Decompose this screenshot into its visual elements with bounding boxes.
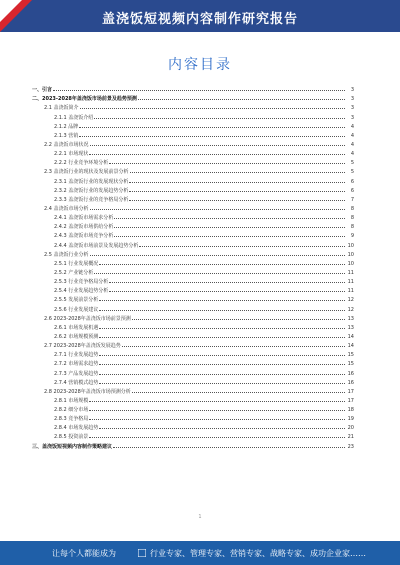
toc-entry[interactable] [32, 175, 354, 184]
toc-entry-label: 2.4.2 盖浇饭市场供给分析 [54, 224, 114, 231]
toc-entry[interactable] [32, 303, 354, 312]
toc-entry-label: 2.2.1 市场现状 [54, 151, 89, 158]
toc-entry[interactable] [32, 377, 354, 386]
toc-leader-dots [130, 172, 345, 173]
page-number: 1 [198, 514, 202, 520]
toc-entry-page: 5 [350, 160, 354, 167]
toc-entry[interactable] [32, 249, 354, 258]
toc-leader-dots [90, 145, 345, 146]
toc-entry-label: 2.4.4 盖浇饭市场前景及发展趋势分析 [54, 242, 139, 249]
toc-entry[interactable] [32, 267, 354, 276]
toc-entry[interactable] [32, 230, 354, 239]
toc-entry[interactable] [32, 157, 354, 166]
toc-entry-page: 10 [347, 251, 354, 258]
toc-entry-page: 17 [347, 397, 354, 404]
toc-entry-label: 2.5.1 行业发展概况 [54, 260, 99, 267]
toc-leader-dots [114, 218, 345, 219]
toc-entry-page: 4 [350, 123, 354, 130]
toc-entry-label: 2.8.3 竞争格局 [54, 416, 89, 423]
toc-leader-dots [129, 182, 345, 183]
report-title: 盖浇饭短视频内容制作研究报告 [101, 12, 298, 27]
toc-entry-page: 14 [347, 343, 354, 350]
toc-entry-label: 2.4.1 盖浇饭市场需求分析 [54, 215, 114, 222]
toc-entry-label: 2.7.1 行业发展趋势 [54, 352, 99, 359]
toc-leader-dots [53, 90, 345, 91]
footer-roles: 行业专家、管理专家、营销专家、战略专家、成功企业家…… [150, 549, 366, 558]
toc-entry-page: 16 [347, 370, 354, 377]
toc-entry-label: 2.3 盖浇饭行业的现状及发展前景分析 [44, 169, 129, 176]
toc-leader-dots [80, 108, 345, 109]
toc-entry-label: 2.1 盖浇饭简介 [44, 105, 79, 112]
toc-entry[interactable] [32, 276, 354, 285]
toc-leader-dots [94, 118, 345, 119]
toc-entry-label: 2.4.3 盖浇饭市场竞争分析 [54, 233, 114, 240]
toc-entry-label: 2.5.6 行业发展建议 [54, 306, 99, 313]
toc-entry[interactable] [32, 431, 354, 440]
toc-leader-dots [122, 346, 345, 347]
toc-entry-label: 2.4 盖浇饭市场分析 [44, 205, 89, 212]
toc-entry-label: 2.5.5 发展前景分析 [54, 297, 99, 304]
toc-leader-dots [99, 374, 345, 375]
toc-entry[interactable] [32, 148, 354, 157]
toc-leader-dots [89, 401, 345, 402]
toc-entry-page: 18 [347, 407, 354, 414]
toc-entry-page: 7 [350, 196, 354, 203]
toc-entry-label: 一、引言 [32, 87, 53, 94]
toc-entry-label: 2.2 盖浇饭市场状况 [44, 141, 89, 148]
toc-entry-page: 3 [350, 96, 354, 103]
toc-entry[interactable] [32, 395, 354, 404]
toc-leader-dots [99, 383, 345, 384]
toc-leader-dots [99, 355, 345, 356]
toc-leader-dots [90, 209, 345, 210]
toc-entry-page: 19 [347, 416, 354, 423]
toc-entry-page: 11 [347, 279, 354, 286]
toc-entry-page: 6 [350, 187, 354, 194]
toc-leader-dots [139, 246, 345, 247]
toc-entry-page: 12 [347, 297, 354, 304]
toc-leader-dots [90, 255, 345, 256]
toc-entry[interactable] [32, 440, 354, 449]
toc-leader-dots [114, 236, 345, 237]
toc-title: 内容目录 [168, 57, 232, 73]
toc-entry-page: 10 [347, 242, 354, 249]
toc-entry-page: 10 [347, 260, 354, 267]
toc-entry-page: 12 [347, 306, 354, 313]
toc-leader-dots [99, 337, 345, 338]
toc-leader-dots [99, 328, 345, 329]
toc-entry-label: 2.3.3 盖浇饭行业的竞争格局分析 [54, 196, 129, 203]
toc-entry-page: 16 [347, 379, 354, 386]
toc-entry-label: 三、盖浇饭短视频内容制作策略建议 [32, 443, 113, 450]
toc-entry[interactable] [32, 194, 354, 203]
toc-leader-dots [89, 410, 345, 411]
toc-entry-page: 3 [350, 105, 354, 112]
toc-leader-dots [79, 127, 345, 128]
toc-entry-label: 2.7 2023-2028年盖浇饭发展趋势 [44, 343, 121, 350]
toc-entry[interactable] [32, 413, 354, 422]
toc-entry-page: 11 [347, 288, 354, 295]
toc-entry-page: 5 [350, 169, 354, 176]
toc-entry-label: 2.8.4 市场发展趋势 [54, 425, 99, 432]
toc-leader-dots [113, 447, 345, 448]
toc-leader-dots [89, 437, 345, 438]
toc-entry-label: 2.5.2 产业链分析 [54, 269, 94, 276]
toc-leader-dots [109, 291, 345, 292]
toc-leader-dots [132, 392, 345, 393]
toc-entry[interactable] [32, 212, 354, 221]
toc-entry-page: 13 [347, 324, 354, 331]
toc-entry[interactable] [32, 386, 354, 395]
toc-entry[interactable] [32, 285, 354, 294]
toc-entry[interactable] [32, 404, 354, 413]
toc-leader-dots [109, 163, 345, 164]
toc-entry-page: 8 [350, 205, 354, 212]
toc-entry-page: 9 [350, 233, 354, 240]
toc-entry[interactable] [32, 185, 354, 194]
toc-entry[interactable] [32, 358, 354, 367]
toc-entry-label: 2.7.3 产品发展趋势 [54, 370, 99, 377]
toc-entry[interactable] [32, 258, 354, 267]
toc-entry-label: 2.8.2 细分市场 [54, 407, 89, 414]
toc-entry-page: 14 [347, 333, 354, 340]
toc-entry-page: 20 [347, 425, 354, 432]
footer-slogan: 让每个人都能成为 [52, 549, 116, 558]
toc-entry-label: 2.1.1 盖浇饭介绍 [54, 114, 94, 121]
table-of-contents [32, 84, 354, 450]
toc-entry[interactable] [32, 367, 354, 376]
toc-leader-dots [89, 419, 345, 420]
toc-entry-label: 2.5 盖浇饭行业分析 [44, 251, 89, 258]
toc-entry[interactable] [32, 84, 354, 93]
toc-entry-label: 2.6.2 市场规模预测 [54, 333, 99, 340]
toc-entry-page: 15 [347, 352, 354, 359]
toc-entry-page: 23 [347, 443, 354, 450]
toc-entry-label: 2.8.5 投资前景 [54, 434, 89, 441]
toc-entry-page: 11 [347, 269, 354, 276]
toc-leader-dots [138, 99, 345, 100]
toc-entry-label: 2.5.4 行业发展趋势分析 [54, 288, 109, 295]
toc-entry-page: 8 [350, 224, 354, 231]
report-header [0, 0, 400, 32]
toc-entry-page: 8 [350, 215, 354, 222]
toc-entry-label: 2.7.4 营销模式趋势 [54, 379, 99, 386]
toc-entry-label: 2.6 2023-2028年盖浇饭市场前景预测 [44, 315, 131, 322]
toc-entry-page: 3 [350, 87, 354, 94]
toc-entry[interactable] [32, 139, 354, 148]
toc-leader-dots [99, 428, 345, 429]
toc-leader-dots [99, 310, 345, 311]
toc-leader-dots [79, 136, 345, 137]
toc-entry[interactable] [32, 331, 354, 340]
toc-entry-label: 2.2.2 行业竞争环境分析 [54, 160, 109, 167]
toc-entry[interactable] [32, 102, 354, 111]
toc-entry[interactable] [32, 93, 354, 102]
toc-entry[interactable] [32, 203, 354, 212]
toc-entry-label: 2.5.3 行业竞争格局分析 [54, 279, 109, 286]
toc-entry[interactable] [32, 349, 354, 358]
toc-entry[interactable] [32, 166, 354, 175]
toc-entry-page: 15 [347, 361, 354, 368]
toc-entry-label: 2.8.1 市场规模 [54, 397, 89, 404]
toc-leader-dots [132, 319, 345, 320]
toc-entry-page: 17 [347, 388, 354, 395]
toc-entry-label: 2.6.1 市场发展机遇 [54, 324, 99, 331]
toc-entry-label: 2.7.2 市场需求趋势 [54, 361, 99, 368]
toc-leader-dots [129, 200, 345, 201]
toc-entry[interactable] [32, 239, 354, 248]
toc-entry[interactable] [32, 313, 354, 322]
toc-entry-page: 13 [347, 315, 354, 322]
toc-entry-label: 2.3.2 盖浇饭行业的发展趋势分析 [54, 187, 129, 194]
toc-entry-page: 3 [350, 114, 354, 121]
toc-entry[interactable] [32, 111, 354, 120]
toc-entry-page: 4 [350, 141, 354, 148]
toc-leader-dots [109, 282, 345, 283]
toc-leader-dots [89, 154, 345, 155]
toc-leader-dots [114, 227, 345, 228]
toc-entry[interactable] [32, 340, 354, 349]
toc-entry[interactable] [32, 121, 354, 130]
toc-entry[interactable] [32, 422, 354, 431]
toc-entry-page: 4 [350, 151, 354, 158]
toc-leader-dots [129, 191, 345, 192]
toc-entry[interactable] [32, 130, 354, 139]
toc-leader-dots [99, 364, 345, 365]
toc-entry-label: 2.1.3 营销 [54, 132, 79, 139]
toc-entry-label: 2.3.1 盖浇饭行业的发展现状分析 [54, 178, 129, 185]
toc-entry-label: 2.1.2 品牌 [54, 123, 79, 130]
toc-leader-dots [99, 300, 345, 301]
footer-banner [0, 541, 400, 565]
toc-entry[interactable] [32, 322, 354, 331]
toc-leader-dots [99, 264, 345, 265]
toc-entry-label: 二、2023-2028年盖浇饭市场前景及趋势预测 [32, 96, 137, 103]
toc-entry-page: 21 [347, 434, 354, 441]
toc-entry-label: 2.8 2023-2028年盖浇饭市场预测分析 [44, 388, 131, 395]
toc-leader-dots [94, 273, 345, 274]
toc-entry[interactable] [32, 221, 354, 230]
toc-entry-page: 6 [350, 178, 354, 185]
toc-entry[interactable] [32, 294, 354, 303]
footer-separator-icon [138, 549, 146, 557]
toc-entry-page: 4 [350, 132, 354, 139]
